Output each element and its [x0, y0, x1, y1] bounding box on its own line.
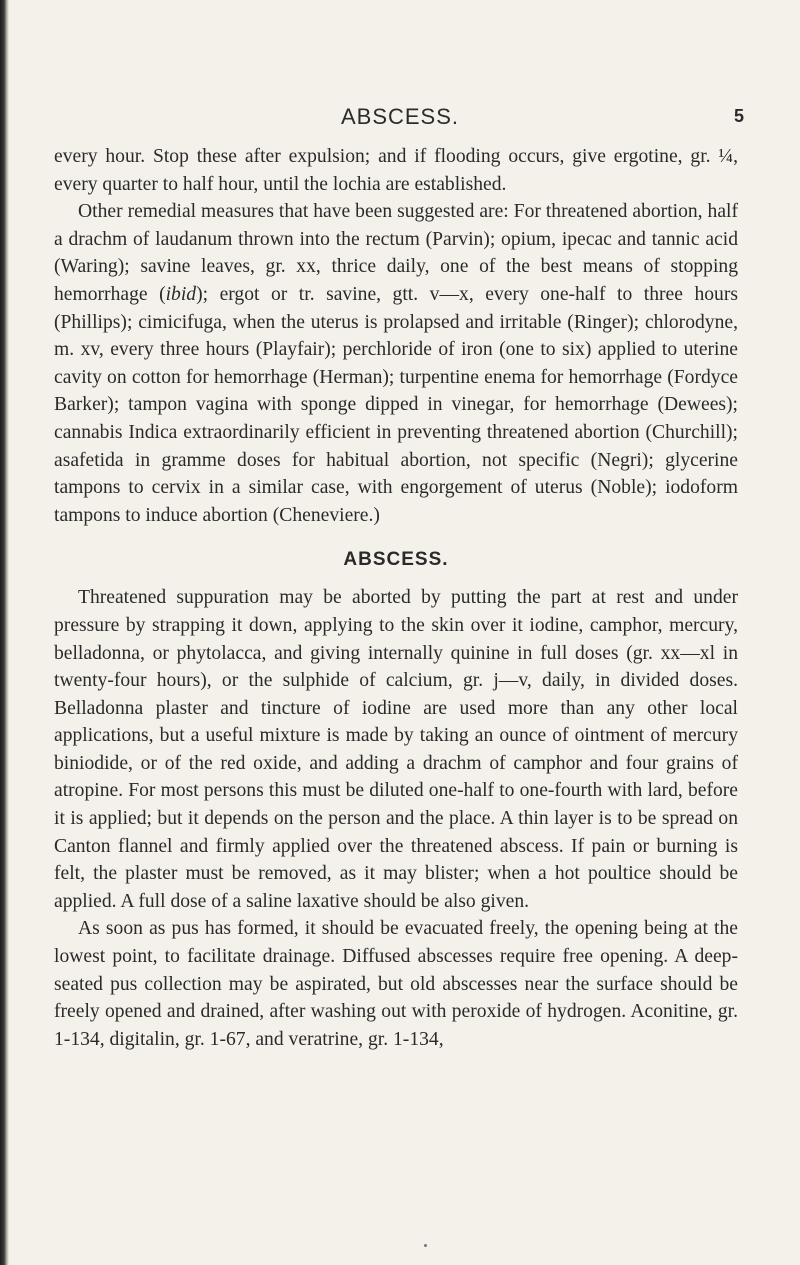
page-speck — [424, 1244, 427, 1247]
page-body — [54, 143, 738, 1053]
ibid-reference: ibid — [165, 283, 197, 305]
page-title: ABSCESS. — [340, 104, 460, 129]
paragraph-pus-formed: As soon as pus has formed, it should be evacuated freely, the opening being at the lowest point, to facilitate drainage. Diffused abscesses require free opening. A deep-seated pus collection may be aspirated, but old abscesses near the surface should be freely opened and drained, after washing out with peroxide of hydrogen. Aconitine, gr. 1-134, digitalin, gr. 1-67, and veratrine, gr. 1-134, — [54, 918, 738, 1050]
paragraph-continuation: every hour. Stop these after expulsion; and if flooding occurs, give ergotine, gr. ¼, every quarter to half hour, until the lochia are established. — [54, 146, 738, 195]
paragraph-text-part: ); ergot or tr. savine, gtt. v—x, every one-half to three hours (Phillips); cimicifuga, when the uterus is prolapsed and irritable (Ringer); chlorodyne, m. xv, every three hours (Playfair); perchloride of iron (one to six) applied to uterine cavity on cotton for hemorrhage (Herman); turpentine enema for hemorrhage (Fordyce Barker); tampon vagina with sponge dipped in vinegar, for hemorrhage (Dewees); cannabis Indica extraordinarily efficient in preventing threatened abortion (Churchill); asafetida in gramme doses for habitual abortion, not specific (Negri); glycerine tampons to cervix in a similar case, with engorgement of uterus (Noble); iodoform tampons to induce abortion (Cheneviere.) — [54, 283, 738, 526]
paragraph-text-part: Other remedial measures that have been suggested are: For threatened abortion, half a drachm of laudanum thrown into the rectum (Parvin); opium, ipecac and tannic acid (Waring); savine leaves, gr. xx, thrice daily, one of the best means of stopping hemorrhage ( — [54, 201, 738, 305]
book-spine-shadow — [0, 0, 9, 1265]
paragraph-threatened-suppuration: Threatened suppuration may be aborted by putting the part at rest and under pressure by strapping it down, applying to the skin over it iodine, camphor, mercury, belladonna, or phytolacca, and giving internally quinine in full doses (gr. xx—xl in twenty-four hours), or the sulphide of calcium, gr. j—v, daily, in divided doses. Belladonna plaster and tincture of iodine are used more than any other local applications, but a useful mixture is made by taking an ounce of ointment of mercury biniodide, or of the red oxide, and adding a drachm of camphor and four grains of atropine. For most persons this must be diluted one-half to one-fourth with lard, before it is applied; but it depends on the person and the place. A thin layer is to be spread on Canton flannel and firmly applied over the threatened abscess. If pain or burning is felt, the plaster must be removed, as it may blister; when a hot poultice should be applied. A full dose of a saline laxative should be also given. — [54, 587, 738, 912]
running-head — [0, 104, 800, 132]
paragraph-remedial-measures — [54, 198, 738, 529]
section-heading: ABSCESS. — [343, 549, 449, 571]
page-number: 5 — [733, 106, 744, 126]
